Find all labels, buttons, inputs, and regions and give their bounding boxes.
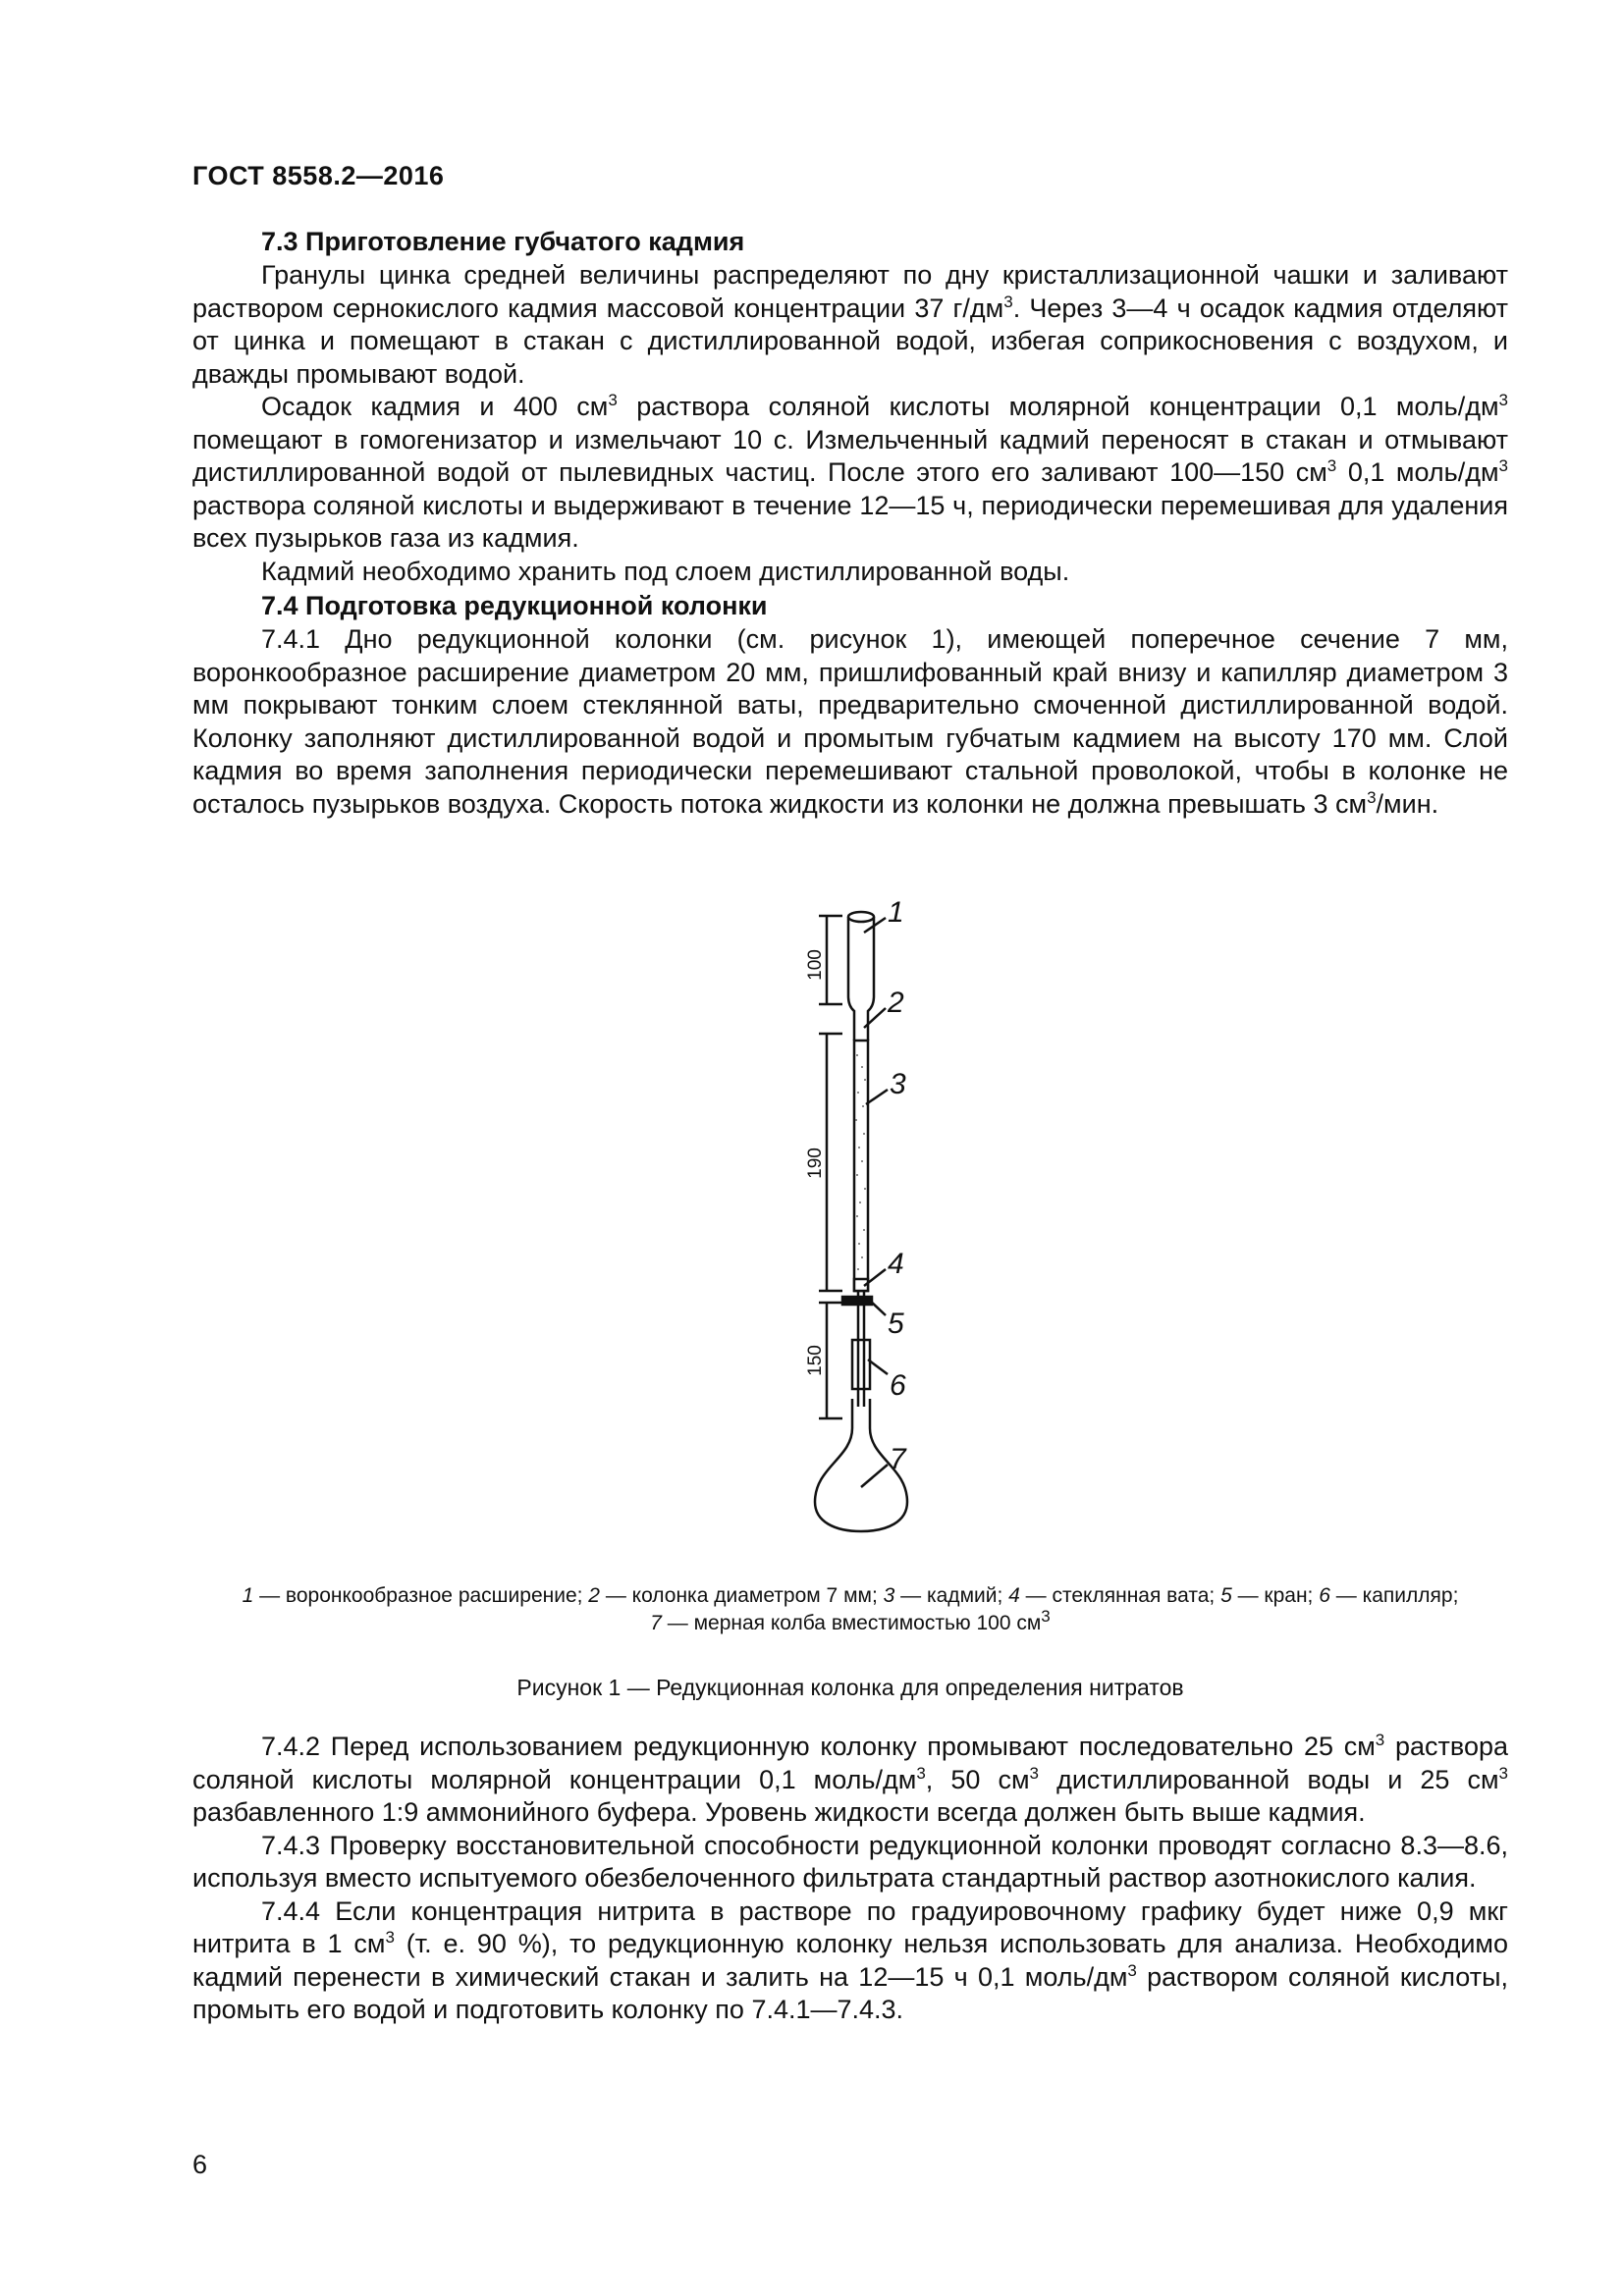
paragraph: 7.4.3 Проверку восстановительной способности редукционной колонки проводят согласно 8.3—8.6, используя вместо испытуемого обезбелоченного фильтрата стандартный раствор азотнокислого калия. — [192, 1830, 1508, 1893]
paragraph: Гранулы цинка средней величины распределяют по дну кристаллизационной чашки и заливают раствором сернокислого кадмия массовой концентрации 37 $г/дм^3$. Через 3—4 ч осадок кадмия отделяют от цинка и помещают в стакан с дистиллированной водой, избегая соприкосновения с воздухом, и дважды промывают водой. — [192, 260, 1508, 389]
paragraph: 7.4.1 Дно редукционной колонки (см. рисунок 1), имеющей поперечное сечение 7 мм, воронкообразное расширение диаметром 20 мм, пришлифованный край внизу и капилляр диаметром 3 мм покрывают тонким слоем стеклянной ваты, предварительно смоченной дистиллированной водой. Колонку заполняют дистиллированной водой и промытым губчатым кадмием на высоту 170 мм. Слой кадмия во время заполнения периодически перемешивают стальной проволокой, чтобы в колонке не осталось пузырьков воздуха. Скорость потока жидкости из колонки не должна превышать 3 $см^3$/мин. — [192, 624, 1508, 819]
leader-7 — [861, 1465, 888, 1487]
label-7: 7 — [890, 1443, 906, 1475]
reduction-column-figure — [756, 898, 952, 1546]
label-3: 3 — [890, 1068, 906, 1100]
leader-3 — [866, 1090, 888, 1104]
label-2: 2 — [888, 987, 904, 1019]
tap — [842, 1297, 872, 1305]
dim-text-190: 190 — [805, 1148, 826, 1179]
leader-5 — [868, 1299, 886, 1315]
document-header: ГОСТ 8558.2—2016 — [192, 161, 445, 190]
figure-title: Рисунок 1 — Редукционная колонка для определения нитратов — [516, 1675, 1184, 1700]
label-6: 6 — [890, 1369, 906, 1402]
section-title: 7.3 Приготовление губчатого кадмия — [261, 227, 745, 256]
dim-text-100: 100 — [805, 949, 826, 981]
label-1: 1 — [888, 898, 904, 929]
figure-legend: 1 — воронкообразное расширение; 2 — колонка диаметром 7 мм; 3 — кадмий; 4 — стеклянная вата; 5 — кран; 6 — капилляр; 7 — мерная колба вместимостью 100 $см^3$ — [242, 1584, 1459, 1634]
paragraph: Кадмий необходимо хранить под слоем дистиллированной воды. — [261, 556, 1070, 586]
dim-text-150: 150 — [805, 1345, 826, 1376]
label-5: 5 — [888, 1308, 904, 1340]
label-4: 4 — [888, 1248, 904, 1280]
column-body — [854, 1041, 868, 1291]
paragraph: 7.4.2 Перед использованием редукционную колонку промывают последовательно 25 $см^3$ раствора соляной кислоты молярной концентрации 0,1 моль/$дм^3$, 50 $см^3$ дистиллированной воды и 25 $см^3$ разбавленного 1:9 аммонийного буфера. Уровень жидкости всегда должен быть выше кадмия. — [192, 1731, 1508, 1827]
section-7-3 — [192, 224, 1508, 821]
capillary — [858, 1305, 864, 1407]
cadmium-fill — [855, 1054, 866, 1270]
funnel-top — [848, 912, 874, 922]
paragraph: Осадок кадмия и 400 $см^3$ раствора соляной кислоты молярной концентрации 0,1 моль/$дм^3$ помещают в гомогенизатор и измельчают 10 с. Измельченный кадмий переносят в стакан и отмывают дистиллированной водой от пылевидных частиц. После этого его заливают 100—150 $см^3$ 0,1 моль/$дм^3$ раствора соляной кислоты и выдерживают в течение 12—15 ч, периодически перемешивая для удаления всех пузырьков газа из кадмия. — [192, 391, 1508, 553]
section-7-4-continued — [192, 1731, 1508, 2027]
capillary-sleeve — [852, 1340, 870, 1389]
page-number: 6 — [192, 2150, 208, 2179]
paragraph: 7.4.4 Если концентрация нитрита в растворе по градуировочному графику будет ниже 0,9 мкг нитрита в 1 $см^3$ (т. е. 90 %), то редукционную колонку нельзя использовать для анализа. Необходимо кадмий перенести в химический стакан и залить на 12—15 ч 0,1 моль/$дм^3$ раствором соляной кислоты, промыть его водой и подготовить колонку по 7.4.1—7.4.3. — [192, 1896, 1508, 2024]
section-title: 7.4 Подготовка редукционной колонки — [261, 591, 768, 620]
